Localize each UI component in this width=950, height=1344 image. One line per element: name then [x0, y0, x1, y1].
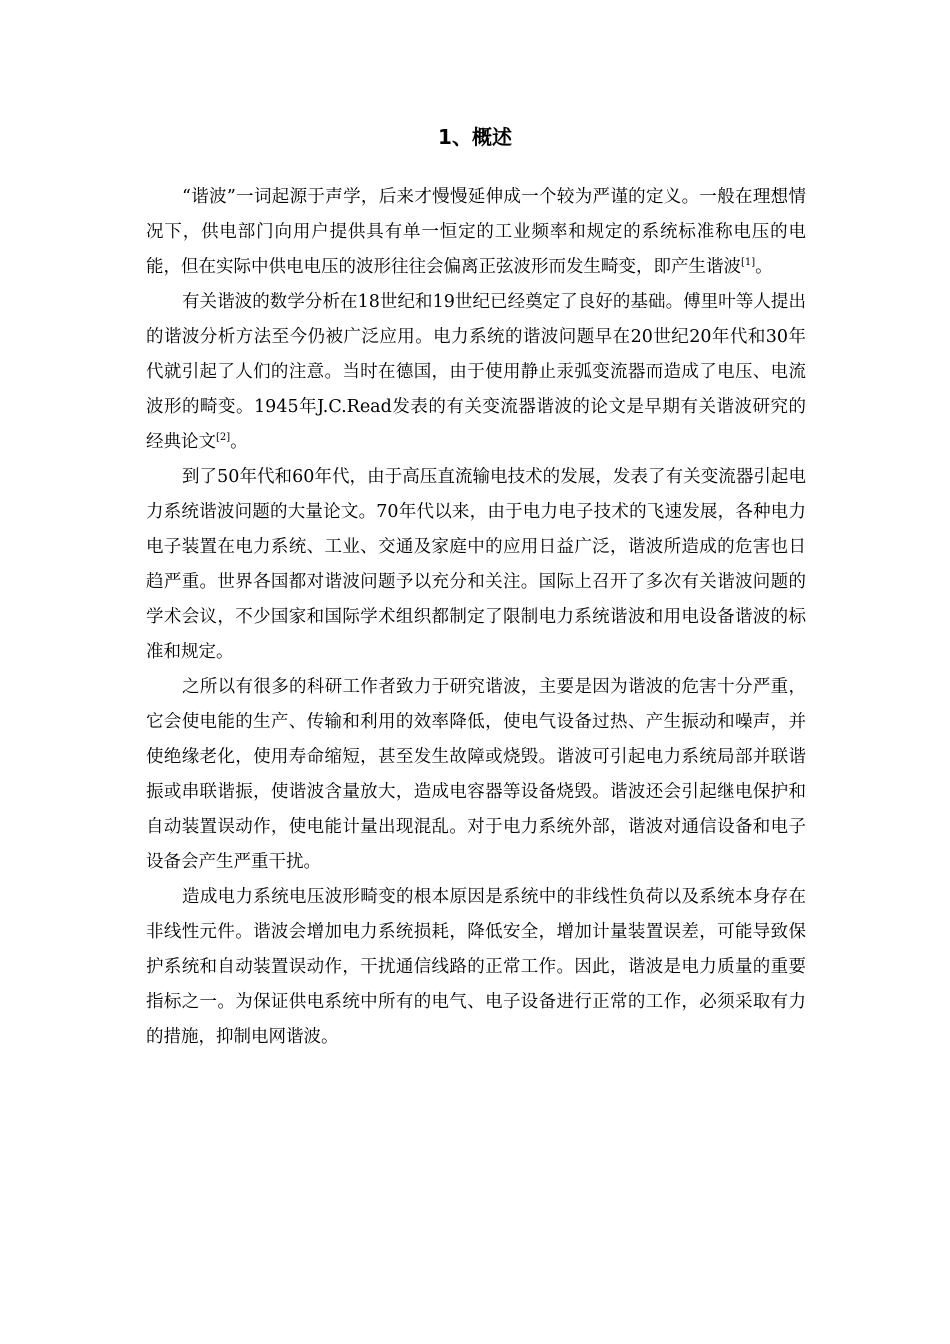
- citation-ref-2[interactable]: [2]: [216, 432, 231, 444]
- paragraph-5: [146, 880, 806, 1055]
- section-title: 1、概述: [438, 125, 512, 149]
- paragraph-4: [146, 670, 806, 880]
- paragraph-tail: 。: [230, 432, 248, 452]
- paragraph-text: 有关谐波的数学分析在18世纪和19世纪已经奠定了良好的基础。傅里叶等人提出的谐波分析方法至今仍被广泛应用。电力系统的谐波问题早在20世纪20年代和30年代就引起了人们的注意。当时在德国，由于使用静止汞弧变流器而造成了电压、电流波形的畸变。1945年J.C.Read发表的有关变流器谐波的论文是早期有关谐波研究的经典论文: [146, 292, 806, 452]
- paragraph-tail: 。: [755, 257, 773, 277]
- paragraph-3: [146, 460, 806, 670]
- paragraph-text: “谐波”一词起源于声学，后来才慢慢延伸成一个较为严谨的定义。一般在理想情况下，供电部门向用户提供具有单一恒定的工业频率和规定的系统标准称电压的电能，但在实际中供电电压的波形往往会偏离正弦波形而发生畸变，即产生谐波: [146, 187, 806, 277]
- section-body: [146, 180, 806, 1055]
- citation-ref-1[interactable]: [1]: [741, 257, 756, 269]
- paragraph-text: 到了50年代和60年代，由于高压直流输电技术的发展，发表了有关变流器引起电力系统谐波问题的大量论文。70年代以来，由于电力电子技术的飞速发展，各种电力电子装置在电力系统、工业、交通及家庭中的应用日益广泛，谐波所造成的危害也日趋严重。世界各国都对谐波问题予以充分和关注。国际上召开了多次有关谐波问题的学术会议，不少国家和国际学术组织都制定了限制电力系统谐波和用电设备谐波的标准和规定。: [146, 467, 806, 662]
- paragraph-text: 之所以有很多的科研工作者致力于研究谐波，主要是因为谐波的危害十分严重，它会使电能的生产、传输和利用的效率降低，使电气设备过热、产生振动和噪声，并使绝缘老化，使用寿命缩短，甚至发生故障或烧毁。谐波可引起电力系统局部并联谐振或串联谐振，使谐波含量放大，造成电容器等设备烧毁。谐波还会引起继电保护和自动装置误动作，使电能计量出现混乱。对于电力系统外部，谐波对通信设备和电子设备会产生严重干扰。: [146, 677, 806, 872]
- paragraph-1: [146, 180, 806, 285]
- paragraph-2: [146, 285, 806, 460]
- paragraph-text: 造成电力系统电压波形畸变的根本原因是系统中的非线性负荷以及系统本身存在非线性元件。谐波会增加电力系统损耗，降低安全，增加计量装置误差，可能导致保护系统和自动装置误动作，干扰通信线路的正常工作。因此，谐波是电力质量的重要指标之一。为保证供电系统中所有的电气、电子设备进行正常的工作，必须采取有力的措施，抑制电网谐波。: [146, 887, 806, 1047]
